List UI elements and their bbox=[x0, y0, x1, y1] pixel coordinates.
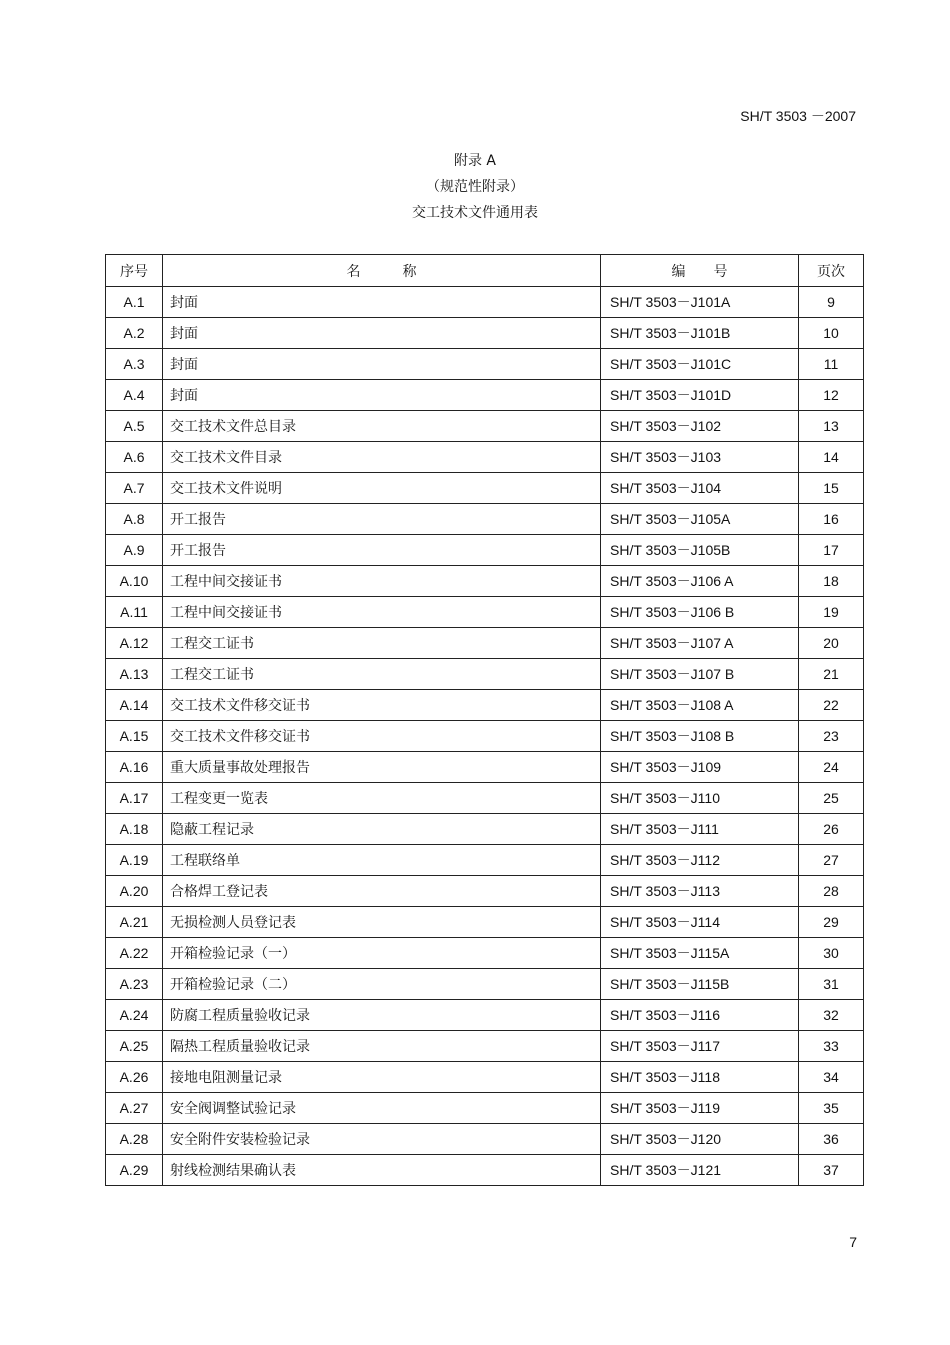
row-form-code: SH/T 3503－J119 bbox=[601, 1093, 799, 1124]
table-row bbox=[106, 783, 864, 814]
row-number: A.21 bbox=[106, 907, 163, 938]
table-row bbox=[106, 659, 864, 690]
row-form-code: SH/T 3503－J110 bbox=[601, 783, 799, 814]
appendix-type: （规范性附录） bbox=[426, 179, 524, 195]
row-number: A.8 bbox=[106, 504, 163, 535]
row-page-number: 25 bbox=[799, 783, 864, 814]
appendix-title: 交工技术文件通用表 bbox=[412, 205, 538, 221]
row-page-number: 13 bbox=[799, 411, 864, 442]
row-form-code: SH/T 3503－J121 bbox=[601, 1155, 799, 1186]
table-row bbox=[106, 876, 864, 907]
page-number: 7 bbox=[849, 1234, 857, 1250]
row-page-number: 11 bbox=[799, 349, 864, 380]
table-row bbox=[106, 628, 864, 659]
row-number: A.5 bbox=[106, 411, 163, 442]
table-row bbox=[106, 752, 864, 783]
table-row bbox=[106, 690, 864, 721]
row-page-number: 19 bbox=[799, 597, 864, 628]
header-page: 页次 bbox=[799, 255, 864, 287]
table-row bbox=[106, 969, 864, 1000]
row-form-code: SH/T 3503－J115A bbox=[601, 938, 799, 969]
row-number: A.29 bbox=[106, 1155, 163, 1186]
row-form-name: 交工技术文件总目录 bbox=[163, 411, 601, 442]
row-page-number: 31 bbox=[799, 969, 864, 1000]
row-form-name: 工程交工证书 bbox=[163, 659, 601, 690]
row-page-number: 9 bbox=[799, 287, 864, 318]
row-number: A.28 bbox=[106, 1124, 163, 1155]
row-page-number: 22 bbox=[799, 690, 864, 721]
row-form-code: SH/T 3503－J106 B bbox=[601, 597, 799, 628]
row-form-name: 工程联络单 bbox=[163, 845, 601, 876]
row-form-name: 防腐工程质量验收记录 bbox=[163, 1000, 601, 1031]
row-number: A.9 bbox=[106, 535, 163, 566]
row-form-name: 交工技术文件移交证书 bbox=[163, 721, 601, 752]
table-row bbox=[106, 907, 864, 938]
appendix-titles bbox=[0, 150, 950, 228]
row-number: A.20 bbox=[106, 876, 163, 907]
row-form-code: SH/T 3503－J105B bbox=[601, 535, 799, 566]
row-form-code: SH/T 3503－J108 B bbox=[601, 721, 799, 752]
table-header-row bbox=[106, 255, 864, 287]
row-number: A.4 bbox=[106, 380, 163, 411]
row-form-code: SH/T 3503－J114 bbox=[601, 907, 799, 938]
row-form-code: SH/T 3503－J103 bbox=[601, 442, 799, 473]
row-form-code: SH/T 3503－J104 bbox=[601, 473, 799, 504]
table-row bbox=[106, 1031, 864, 1062]
row-form-name: 封面 bbox=[163, 380, 601, 411]
row-page-number: 20 bbox=[799, 628, 864, 659]
row-form-code: SH/T 3503－J106 A bbox=[601, 566, 799, 597]
row-page-number: 34 bbox=[799, 1062, 864, 1093]
row-form-code: SH/T 3503－J112 bbox=[601, 845, 799, 876]
row-form-name: 开工报告 bbox=[163, 504, 601, 535]
row-number: A.10 bbox=[106, 566, 163, 597]
row-form-name: 安全附件安装检验记录 bbox=[163, 1124, 601, 1155]
row-form-name: 射线检测结果确认表 bbox=[163, 1155, 601, 1186]
row-form-name: 封面 bbox=[163, 318, 601, 349]
row-form-code: SH/T 3503－J117 bbox=[601, 1031, 799, 1062]
row-number: A.24 bbox=[106, 1000, 163, 1031]
row-form-code: SH/T 3503－J101C bbox=[601, 349, 799, 380]
row-form-name: 交工技术文件移交证书 bbox=[163, 690, 601, 721]
row-number: A.17 bbox=[106, 783, 163, 814]
row-form-code: SH/T 3503－J101A bbox=[601, 287, 799, 318]
row-page-number: 23 bbox=[799, 721, 864, 752]
row-form-name: 无损检测人员登记表 bbox=[163, 907, 601, 938]
row-form-name: 开工报告 bbox=[163, 535, 601, 566]
row-page-number: 36 bbox=[799, 1124, 864, 1155]
row-number: A.19 bbox=[106, 845, 163, 876]
row-number: A.25 bbox=[106, 1031, 163, 1062]
row-page-number: 37 bbox=[799, 1155, 864, 1186]
row-form-name: 工程变更一览表 bbox=[163, 783, 601, 814]
table-row bbox=[106, 597, 864, 628]
row-number: A.13 bbox=[106, 659, 163, 690]
row-form-code: SH/T 3503－J108 A bbox=[601, 690, 799, 721]
table-row bbox=[106, 566, 864, 597]
row-form-name: 合格焊工登记表 bbox=[163, 876, 601, 907]
row-form-name: 封面 bbox=[163, 349, 601, 380]
row-number: A.2 bbox=[106, 318, 163, 349]
row-number: A.22 bbox=[106, 938, 163, 969]
forms-table bbox=[105, 254, 864, 1186]
row-form-name: 交工技术文件说明 bbox=[163, 473, 601, 504]
row-page-number: 17 bbox=[799, 535, 864, 566]
row-form-name: 工程中间交接证书 bbox=[163, 566, 601, 597]
row-number: A.26 bbox=[106, 1062, 163, 1093]
row-page-number: 24 bbox=[799, 752, 864, 783]
row-page-number: 29 bbox=[799, 907, 864, 938]
row-form-name: 隐蔽工程记录 bbox=[163, 814, 601, 845]
row-form-code: SH/T 3503－J109 bbox=[601, 752, 799, 783]
table-row bbox=[106, 535, 864, 566]
row-number: A.11 bbox=[106, 597, 163, 628]
row-number: A.3 bbox=[106, 349, 163, 380]
row-number: A.1 bbox=[106, 287, 163, 318]
row-form-code: SH/T 3503－J101B bbox=[601, 318, 799, 349]
table-row bbox=[106, 349, 864, 380]
table-row bbox=[106, 380, 864, 411]
header-code: 编 号 bbox=[601, 255, 799, 287]
table-row bbox=[106, 845, 864, 876]
row-form-code: SH/T 3503－J111 bbox=[601, 814, 799, 845]
row-form-name: 安全阀调整试验记录 bbox=[163, 1093, 601, 1124]
row-page-number: 14 bbox=[799, 442, 864, 473]
table-row bbox=[106, 938, 864, 969]
row-number: A.6 bbox=[106, 442, 163, 473]
row-page-number: 33 bbox=[799, 1031, 864, 1062]
row-number: A.7 bbox=[106, 473, 163, 504]
row-number: A.16 bbox=[106, 752, 163, 783]
header-no: 序号 bbox=[106, 255, 163, 287]
table-row bbox=[106, 721, 864, 752]
row-form-name: 工程交工证书 bbox=[163, 628, 601, 659]
row-number: A.18 bbox=[106, 814, 163, 845]
table-row bbox=[106, 411, 864, 442]
table-row bbox=[106, 318, 864, 349]
appendix-label: 附录 A bbox=[453, 153, 497, 169]
row-page-number: 26 bbox=[799, 814, 864, 845]
row-form-name: 封面 bbox=[163, 287, 601, 318]
row-page-number: 30 bbox=[799, 938, 864, 969]
row-page-number: 12 bbox=[799, 380, 864, 411]
row-form-code: SH/T 3503－J118 bbox=[601, 1062, 799, 1093]
row-page-number: 28 bbox=[799, 876, 864, 907]
row-page-number: 21 bbox=[799, 659, 864, 690]
row-form-name: 交工技术文件目录 bbox=[163, 442, 601, 473]
row-form-code: SH/T 3503－J107 B bbox=[601, 659, 799, 690]
row-form-code: SH/T 3503－J115B bbox=[601, 969, 799, 1000]
row-page-number: 15 bbox=[799, 473, 864, 504]
table-row bbox=[106, 1062, 864, 1093]
row-form-name: 接地电阻测量记录 bbox=[163, 1062, 601, 1093]
row-number: A.15 bbox=[106, 721, 163, 752]
row-form-name: 隔热工程质量验收记录 bbox=[163, 1031, 601, 1062]
table-row bbox=[106, 442, 864, 473]
row-form-code: SH/T 3503－J101D bbox=[601, 380, 799, 411]
row-form-name: 工程中间交接证书 bbox=[163, 597, 601, 628]
header-name: 名 称 bbox=[163, 255, 601, 287]
row-number: A.14 bbox=[106, 690, 163, 721]
table-row bbox=[106, 1093, 864, 1124]
row-page-number: 35 bbox=[799, 1093, 864, 1124]
row-page-number: 27 bbox=[799, 845, 864, 876]
row-page-number: 32 bbox=[799, 1000, 864, 1031]
row-form-code: SH/T 3503－J107 A bbox=[601, 628, 799, 659]
row-page-number: 10 bbox=[799, 318, 864, 349]
row-form-code: SH/T 3503－J105A bbox=[601, 504, 799, 535]
row-number: A.12 bbox=[106, 628, 163, 659]
row-form-code: SH/T 3503－J116 bbox=[601, 1000, 799, 1031]
table-row bbox=[106, 1155, 864, 1186]
table-row bbox=[106, 287, 864, 318]
table-row bbox=[106, 1000, 864, 1031]
row-form-code: SH/T 3503－J120 bbox=[601, 1124, 799, 1155]
row-form-code: SH/T 3503－J113 bbox=[601, 876, 799, 907]
row-form-name: 开箱检验记录（一） bbox=[163, 938, 601, 969]
table-row bbox=[106, 814, 864, 845]
table-row bbox=[106, 1124, 864, 1155]
table-row bbox=[106, 504, 864, 535]
row-form-name: 重大质量事故处理报告 bbox=[163, 752, 601, 783]
row-page-number: 18 bbox=[799, 566, 864, 597]
row-form-code: SH/T 3503－J102 bbox=[601, 411, 799, 442]
row-form-name: 开箱检验记录（二） bbox=[163, 969, 601, 1000]
row-number: A.27 bbox=[106, 1093, 163, 1124]
table-body bbox=[106, 287, 864, 1186]
row-page-number: 16 bbox=[799, 504, 864, 535]
table-row bbox=[106, 473, 864, 504]
row-number: A.23 bbox=[106, 969, 163, 1000]
standard-number-header: SH/T 3503 －2007 bbox=[740, 108, 856, 124]
